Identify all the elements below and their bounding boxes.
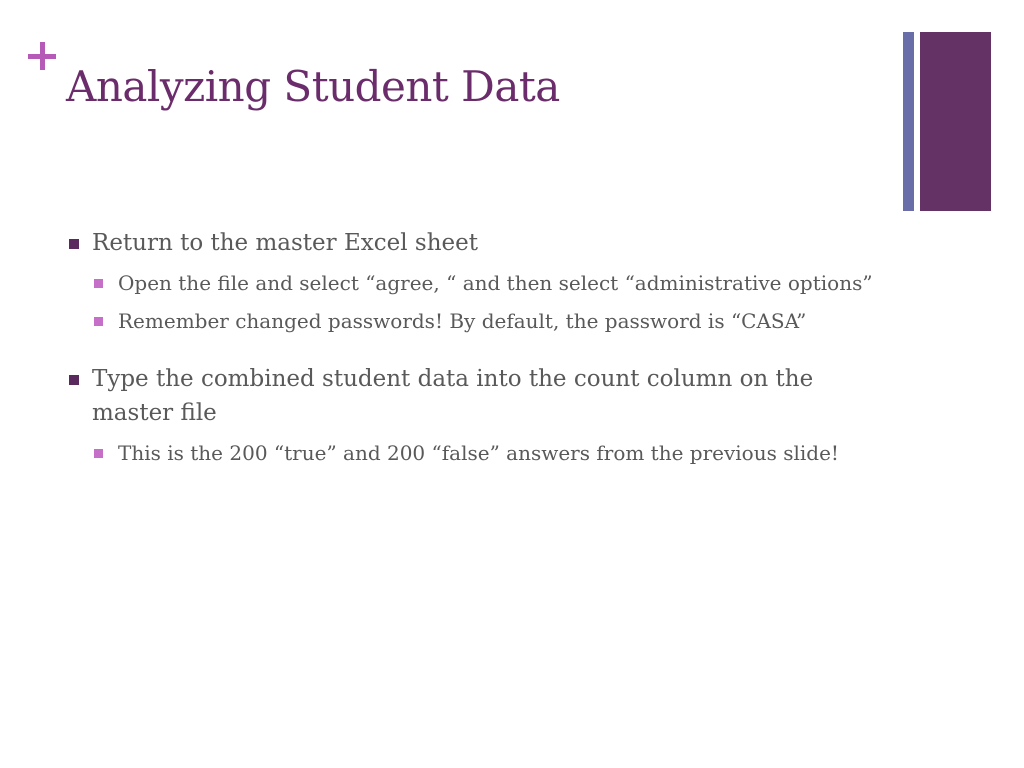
sub-bullet-item [92, 306, 896, 336]
bullet-item [66, 362, 896, 430]
square-sub-bullet-icon [94, 279, 103, 288]
plus-icon [28, 42, 58, 72]
accent-bar-thick [920, 32, 991, 211]
slide-body [66, 226, 896, 468]
slide-title: Analyzing Student Data [66, 62, 560, 111]
square-bullet-icon [69, 375, 79, 385]
square-bullet-icon [69, 239, 79, 249]
square-sub-bullet-icon [94, 449, 103, 458]
bullet-text: Return to the master Excel sheet [92, 230, 478, 256]
sub-bullet-text: Remember changed passwords! By default, the password is “CASA” [118, 309, 807, 333]
sub-bullet-item [92, 438, 896, 468]
bullet-text: Type the combined student data into the count column on the master file [92, 366, 814, 426]
accent-bar-thin [903, 32, 914, 211]
bullet-item [66, 226, 896, 260]
plus-vertical-bar [40, 42, 45, 70]
sub-bullet-item [92, 268, 896, 298]
sub-bullet-text: Open the file and select “agree, “ and then select “administrative options” [118, 271, 873, 295]
square-sub-bullet-icon [94, 317, 103, 326]
sub-bullet-text: This is the 200 “true” and 200 “false” answers from the previous slide! [118, 441, 839, 465]
